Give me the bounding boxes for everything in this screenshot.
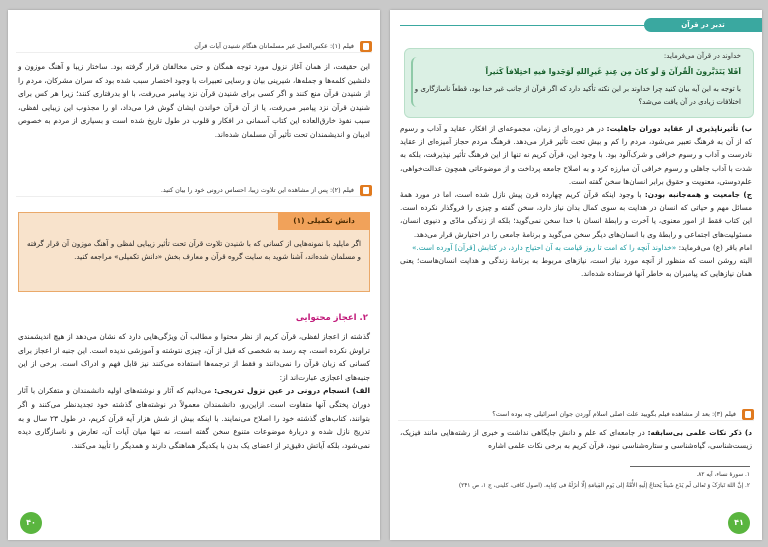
section-title: ۲. اعجاز محتوایی <box>295 313 368 323</box>
hadith <box>400 241 752 254</box>
intro-paragraph <box>18 60 370 142</box>
section-intro: گذشته از اعجاز لفظی، قرآن کریم از نظر محتوا و مطالب آن ویژگی‌هایی دارد که نشان می‌دهد از هیچ اندیشمندی تراوش نکرده است، چه رسد به شخصی که قبل از آن، چیزی نتوشته و آموزشی ندیده است. این جنبه از اعجاز برای کسانی که زبان قرآن را نمی‌دانند و فقط از ترجمه‌ها استفاده می‌کنند نیز قابل فهم و ادراک است. برخی از این جنبه‌های اعجازی عبارت‌اند از: <box>18 332 370 382</box>
point-a-text: می‌دانیم که آثار و نوشته‌های اولیه دانشمندان و متفکران با آثار دوران پختگی آنها متفاوت است. ازاین‌رو، دانشمندان معمولاً در نوشته‌های گذشته خود تجدیدنظر می‌کنند و اگر بتوانند، کتاب‌های گذشته خود را اصلاح می‌نمایند. با اینکه بیش از شش هزار آیه قرآن کریم، در طول ۲۳ سال و به تدریج نازل شده و دربارهٔ موضوعات متنوع سخن گفته است، نه تنها میان آیات آن، تعارض و ناسازگاری دیده نمی‌شود، بلکه آیاتش دقیق‌تر از اعضای یک بدن با یکدیگر هماهنگی دارند و همدیگر را تأیید می‌کنند. <box>18 386 370 450</box>
hadith-explanation: البته روشن است که منظور از آنچه مورد نیاز است، نیازهای مربوط به برنامهٔ زندگی و هدایت انسان‌هاست؛ یعنی همان نیازهایی که پیامبران به خاطر آنها فرستاده شده‌اند. <box>400 256 752 279</box>
hadith-text: «خداوند آنچه را که امت تا روز قیامت به آن احتیاج دارد، در کتابش [قرآن] آورده است.» <box>411 242 677 252</box>
film-icon <box>360 185 372 196</box>
footnote-1: ۱. سورهٔ نساء، آیه ۸۲. <box>696 472 750 478</box>
film-caption-text: فیلم (۲): پس از مشاهده این تلاوت زیبا، احساس درونی خود را بیان کنید. <box>160 186 354 194</box>
film-caption-text: فیلم (۳): بعد از مشاهده فیلم بگویید علت اصلی اسلام آوردن جوان اسرائیلی چه بوده است؟ <box>492 410 736 418</box>
activity-box <box>18 212 370 292</box>
point-c-title: ج) جامعیت و همه‌جانبه بودن: <box>644 190 752 200</box>
section-body <box>18 330 370 452</box>
point-d-title: د) ذکر نکات علمی بی‌سابقه: <box>647 428 752 437</box>
activity-box-title: دانش تکمیلی (۱) <box>278 212 370 230</box>
film-icon <box>742 409 754 420</box>
quran-translation: با توجه به این آیه بیان کنید چرا خداوند بر این نکته تأکید دارد که اگر قرآن از جانب غیر خدا بود، قطعاً ناسازگاری و اختلافات زیادی در آن یافت می‌شد؟ <box>414 85 741 106</box>
point-c-text: با وجود اینکه قرآن کریم چهارده قرن پیش نازل شده است، اما در مورد همهٔ مسائل مهم و حیاتی که انسان در هدایت به سوی کمال بدان نیاز دارد، سخن گفته و چیزی را فروگذار نکرده است. این کتاب فقط از امور معنوی، یا آخرت و رابطهٔ انسان با خدا سخن نمی‌گوید؛ بلکه از زندگی مادّی و دنیوی انسان، مسئولیت‌های اجتماعی و رابطهٔ وی با انسان‌های دیگر سخن می‌گوید و برنامهٔ جامعی را در اختیارش قرار می‌دهد. <box>400 190 752 239</box>
right-page <box>390 10 762 540</box>
page-number: ۴۱ <box>728 512 750 534</box>
header-tag: تدبر در قرآن <box>644 18 762 32</box>
film-caption-3[interactable] <box>398 408 754 421</box>
point-d-text: در جامعه‌ای که علم و دانش جایگاهی نداشت و خبری از رشته‌هایی مانند فیزیک، زیست‌شناسی، گیاه‌شناسی و ستاره‌شناسی نبود، قرآن کریم به برخی نکات علمی اشاره <box>400 428 752 451</box>
film-caption-text: فیلم (۱): عکس‌العمل غیر مسلمانان هنگام شنیدن آیات قرآن <box>194 42 354 50</box>
quran-verse: اَفَلا یَتَدَبَّرونَ الْقُرآنَ وَ لَو کانَ مِن عِندِ غَیرِاللهِ لَوَجَدوا فیهِ اختِلافاً کَثیراً <box>485 67 741 76</box>
footnote-divider <box>630 466 750 467</box>
footnotes <box>402 470 750 492</box>
hadith-intro: امام باقر (ع) می‌فرماید: <box>678 242 752 252</box>
point-b <box>400 122 752 188</box>
film-caption-2[interactable] <box>16 184 372 197</box>
intro-paragraph-text: این حقیقت، از همان آغاز نزول مورد توجه همگان و حتی مخالفان قرار گرفته بود. ساختار زیبا و آهنگ موزون و دلنشین کلمه‌ها و جمله‌ها، شیرینی بیان و رسایی تعبیرات با وجود اختصار سبب شده بود که سران مشرکان، مردم را از شنیدن قرآن منع کنند و اگر کسی برای شنیدن قرآن نزد پیامبر می‌رفت، با او بدرفتاری کنند؛ زیرا هر کس برای شنیدن قرآن نزد پیامبر می‌رفت، یا از آن قرآن خواندن ایشان گوش فرا می‌داد، او را مجذوب این زیبایی لفظی، سبب نفوذ خارق‌العاده این کتاب آسمانی در افکار و قلوب در طول تاریخ شده است و بسیاری از مردم به خصوص ادیبان و اندیشمندان تحت تأثیر آن مسلمان شده‌اند. <box>18 62 370 139</box>
footnote-2: ۲. إنَّ اللهَ تَبارَکَ وَ تَعالی لَم یَدَع شَیئاً یَحتاجُ إلَیهِ الأُمَّةُ إلی یَومِ القِیامَةِ إلّا أنزَلَهُ فی کِتابِه. (اصول کافی، کلینی، ج ۱، ص ۲۴۱) <box>458 483 750 489</box>
header-line <box>400 25 644 26</box>
activity-box-text: اگر مایلید با نمونه‌هایی از کسانی که با شنیدن تلاوت قرآن تحت تأثیر زیبایی لفظی و آهنگ موزون آن قرار گرفته و مسلمان شده‌اند، آشنا شوید به سایت گروه قرآن و معارف بخش «دانش تکمیلی» مراجعه کنید. <box>27 239 361 261</box>
film-caption-1[interactable] <box>16 40 372 53</box>
quran-box <box>404 48 754 118</box>
left-page <box>8 10 380 540</box>
point-c <box>400 188 752 241</box>
quran-intro: خداوند در قرآن می‌فرماید: <box>663 52 741 60</box>
page-number: ۴۰ <box>20 512 42 534</box>
film-icon <box>360 41 372 52</box>
point-a-title: الف) انسجام درونی در عین نزول تدریجی: <box>214 386 370 396</box>
point-d <box>400 426 752 452</box>
point-b-text: در هر دوره‌ای از زمان، مجموعه‌ای از افکار، عقاید و آداب و رسوم که از آن به فرهنگ تعبیر می‌شود، مردم را کم و بیش تحت تأثیر قرار می‌دهد. فرهنگ مردم حجاز آمیزه‌ای از عقاید نادرست و آداب و رسوم خرافی و شرک‌آلود بود. با وجود این، قرآن کریم نه تنها از این فرهنگ تأثیر نپذیرفت، بلکه به شدت با آداب جاهلی و رسوم خرافی آن مبارزه کرد و به اصلاح جامعه پرداخت و از موضوعاتی همچون عدالت‌خواهی، علم‌دوستی، معنویت و حقوق برابر انسان‌ها سخن گفته است. <box>400 124 752 186</box>
point-b-title: ب) تأثیرناپذیری از عقاید دوران جاهلیت: <box>606 124 752 133</box>
right-body <box>400 122 752 280</box>
point-a <box>18 384 370 452</box>
